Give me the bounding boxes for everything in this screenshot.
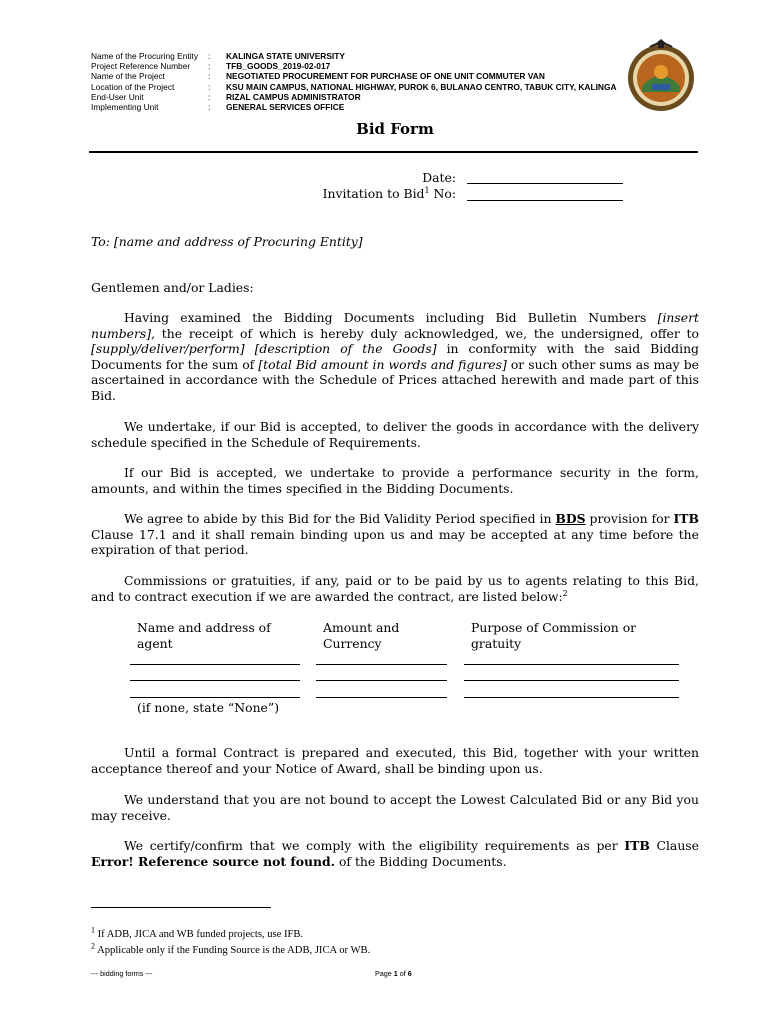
text-run: or such other sums as may be ascertained in accordance with the Schedule of Prices attached herewith and made part of this Bid. (91, 356, 699, 403)
text-run: Clause 17.1 and it shall remain binding upon us and may be accepted at any time before the expiration of that period. (91, 526, 699, 558)
header-value: KALINGA STATE UNIVERSITY (226, 51, 345, 61)
addressee-text: To: [name and address of Procuring Entity] (91, 234, 363, 249)
addressee-line (91, 234, 699, 250)
header-label: Implementing Unit (91, 102, 159, 113)
footnote-text: Applicable only if the Funding Source is the ADB, JICA or WB. (97, 945, 371, 956)
footnote-2 (91, 941, 371, 956)
footnote-ref: 2 (562, 588, 568, 598)
footnote-text: If ADB, JICA and WB funded projects, use IFB. (97, 929, 304, 940)
header-colon: : (208, 91, 211, 102)
table-cell-line[interactable] (464, 680, 679, 681)
bds-reference: BDS (555, 511, 586, 526)
text-run: Clause (649, 838, 699, 853)
table-cell-line[interactable] (464, 664, 679, 665)
text-run: of the Bidding Documents. (335, 853, 507, 869)
reference-error: Error! Reference source not found. (91, 853, 336, 869)
table-header-amount (323, 620, 399, 651)
footnote-separator (91, 907, 271, 908)
table-note: (if none, state “None”) (137, 700, 280, 715)
header-line: Purpose of Commission or (471, 620, 637, 635)
page-title: Bid Form (356, 120, 434, 138)
text-run: We certify/confirm that we comply with the eligibility requirements as per (124, 838, 625, 853)
header-label: Name of the Project (91, 71, 166, 82)
header-row (91, 92, 617, 102)
header-colon: : (208, 102, 211, 113)
page-number (375, 969, 412, 978)
header-value: NEGOTIATED PROCUREMENT FOR PURCHASE OF ONE UNIT COMMUTER VAN (226, 71, 545, 82)
footnote-number: 2 (91, 941, 95, 951)
text-run: Having examined the Bidding Documents including Bid Bulletin Numbers (124, 310, 658, 325)
header-label: Project Reference Number (91, 61, 191, 72)
paragraph-delivery: We undertake, if our Bid is accepted, to deliver the goods in accordance with the delivery schedule specified in the Schedule of Requirements. (91, 419, 699, 450)
salutation: Gentlemen and/or Ladies: (91, 280, 254, 295)
header-line: Amount and (323, 620, 400, 635)
header-value: GENERAL SERVICES OFFICE (226, 102, 345, 113)
header-value: KSU MAIN CAMPUS, NATIONAL HIGHWAY, PUROK 6, BULANAO CENTRO, TABUK CITY, KALINGA (226, 81, 617, 92)
table-cell-line[interactable] (130, 680, 300, 681)
page-current: 1 (393, 969, 398, 978)
header-colon: : (208, 51, 211, 61)
header-colon: : (208, 81, 211, 92)
date-field-line[interactable] (467, 183, 623, 184)
itb-label-suffix: No: (429, 186, 456, 201)
paragraph-eligibility (91, 838, 699, 869)
table-cell-line[interactable] (130, 697, 300, 698)
header-label: End-User Unit (91, 91, 144, 102)
page-text: of (397, 969, 408, 978)
header-line: Currency (323, 635, 382, 651)
header-label: Location of the Project (91, 81, 175, 92)
table-cell-line[interactable] (464, 697, 679, 698)
header-row (91, 61, 617, 71)
text-run: We agree to abide by this Bid for the Bid Validity Period specified in (124, 511, 556, 526)
table-header-agent (137, 620, 271, 651)
footnote-ref: 1 (424, 185, 430, 195)
placeholder-text: [insert numbers] (91, 310, 699, 341)
page-total: 6 (407, 969, 412, 978)
table-cell-line[interactable] (316, 664, 447, 665)
header-label: Name of the Procuring Entity (91, 51, 199, 61)
header-row (91, 82, 617, 92)
header-value: TFB_GOODS_2019-02-017 (226, 61, 331, 72)
text-run: in conformity with the said Bidding Documents for the sum of (91, 341, 699, 372)
itb-number-field-line[interactable] (467, 200, 623, 201)
table-cell-line[interactable] (316, 680, 447, 681)
table-cell-line[interactable] (316, 697, 447, 698)
table-header-purpose (471, 620, 636, 651)
text-run: , the receipt of which is hereby duly acknowledged, we, the undersigned, offer to (151, 325, 699, 341)
footer-label: --- bidding forms --- (91, 969, 153, 978)
title-divider (89, 151, 698, 153)
footnote-number: 1 (91, 925, 95, 935)
header-row (91, 102, 617, 112)
placeholder-text: [supply/deliver/perform] [description of the Goods] (91, 341, 437, 357)
text-run: provision for (585, 511, 674, 526)
paragraph-offer (91, 310, 699, 404)
placeholder-text: [total Bid amount in words and figures] (258, 356, 507, 372)
header-line: Name and address of (137, 620, 271, 635)
footnote-1 (91, 925, 304, 940)
header-colon: : (208, 71, 211, 82)
header-line: gratuity (471, 635, 522, 651)
header-row (91, 51, 617, 61)
paragraph-commissions (91, 573, 699, 604)
header-colon: : (208, 61, 211, 72)
text-run: Commissions or gratuities, if any, paid or to be paid by us to agents relating to this Bid, and to contract execution if we are awarded the contract, are listed below: (91, 573, 699, 604)
itb-reference: ITB (624, 838, 650, 853)
paragraph-binding: Until a formal Contract is prepared and executed, this Bid, together with your written acceptance thereof and your Notice of Award, shall be binding upon us. (91, 745, 699, 776)
header-value: RIZAL CAMPUS ADMINISTRATOR (226, 91, 361, 102)
header-line: agent (137, 635, 173, 651)
itb-label-text: Invitation to Bid (322, 186, 425, 201)
project-info-header (91, 51, 617, 112)
itb-number-label (323, 186, 456, 201)
paragraph-performance-security: If our Bid is accepted, we undertake to provide a performance security in the form, amounts, and within the times specified in the Bidding Documents. (91, 465, 699, 496)
header-row (91, 71, 617, 81)
paragraph-bid-validity (91, 511, 699, 558)
itb-reference: ITB (673, 511, 699, 526)
table-cell-line[interactable] (130, 664, 300, 665)
university-seal-logo (622, 36, 700, 114)
date-label: Date: (422, 170, 456, 185)
paragraph-not-bound: We understand that you are not bound to accept the Lowest Calculated Bid or any Bid you may receive. (91, 792, 699, 823)
page-text: Page (375, 969, 394, 978)
